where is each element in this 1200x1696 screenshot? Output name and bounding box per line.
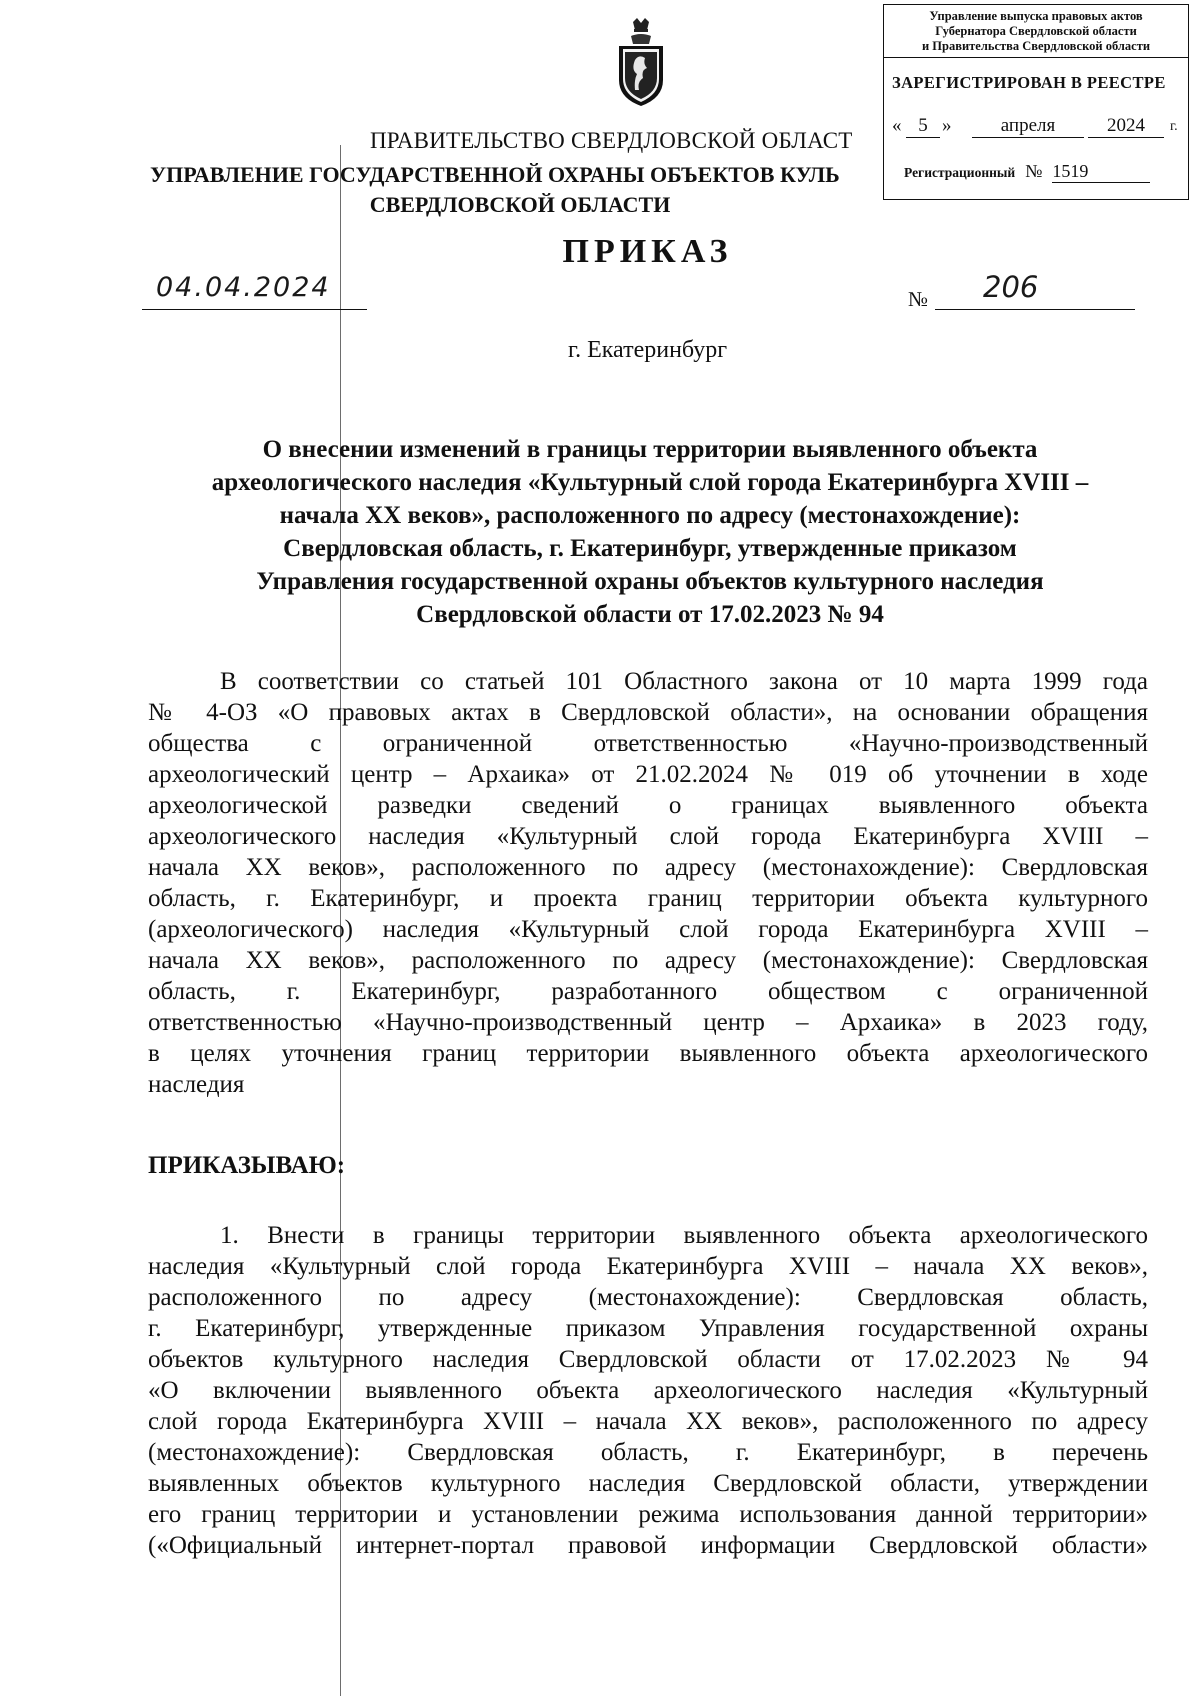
stamp-month: апреля <box>972 115 1084 138</box>
department-name <box>120 160 880 220</box>
city: г. Екатеринбург <box>567 337 728 363</box>
order-item-1: 1. Внести в границы территории выявленного объекта археологического наследия «Культурный слой города Екатеринбурга XVIII – начала XX веков», расположенного по адресу (местонахождение): Свердловская область, г. Екатеринбург, утвержденные приказом Управления государственной охраны объектов культурного наследия Свердловской области от 17.02.2023 № 94 «О включении выявленного объекта археологического наследия «Культурный слой города Екатеринбурга XVIII – начала XX веков», расположенного по адресу (местонахождение): Свердловская область, г. Екатеринбург, в перечень выявленных объектов культурного наследия Свердловской области, утверждении его границ территории и установлении режима использования данной территории» («Официальный интернет-портал правовой информации Свердловской области» <box>148 1222 1148 1559</box>
order-directive: ПРИКАЗЫВАЮ: <box>148 1152 346 1179</box>
stamp-registered-label: ЗАРЕГИСТРИРОВАН В РЕЕСТРЕ <box>892 73 1166 92</box>
stamp-reg-number: Регистрационный № 1519 <box>904 161 1150 183</box>
number-sign: № <box>908 287 929 311</box>
stamp-year: 2024 <box>1088 115 1164 138</box>
order-number: 206 <box>935 270 1135 310</box>
registration-stamp: Управление выпуска правовых актов Губернатора Свердловской области и Правительства Свердловской области ЗАРЕГИСТРИРОВАН В РЕЕСТРЕ « 5 » апреля 2024 г. Регистрационный № 1519 <box>883 4 1189 200</box>
department-line-1: УПРАВЛЕНИЕ ГОСУДАРСТВЕННОЙ ОХРАНЫ ОБЪЕКТОВ КУЛЬ <box>150 162 840 187</box>
order-date: 04.04.2024 <box>142 272 367 310</box>
coat-of-arms-icon <box>615 18 667 108</box>
department-line-2: СВЕРДЛОВСКОЙ ОБЛАСТИ <box>369 192 671 217</box>
stamp-day: 5 <box>906 115 940 138</box>
document-type: ПРИКАЗ <box>562 233 733 270</box>
order-subject: О внесении изменений в границы территории выявленного объекта археологического наследия «Культурный слой города Екатеринбурга XVIII – начала XX веков», расположенного по адресу (местонахождение): Свердловская область, г. Екатеринбург, утвержденные приказом Управления государственной охраны объектов культурного наследия Свердловской области от 17.02.2023 № 94 <box>211 436 1089 628</box>
government-name: ПРАВИТЕЛЬСТВО СВЕРДЛОВСКОЙ ОБЛАСТ <box>370 128 853 153</box>
stamp-authority: Управление выпуска правовых актов Губернатора Свердловской области и Правительства Свердловской области <box>884 5 1188 58</box>
stamp-reg-number-value: 1519 <box>1052 161 1150 183</box>
preamble-paragraph: В соответствии со статьей 101 Областного закона от 10 марта 1999 года № 4-ОЗ «О правовых актах в Свердловской области», на основании обращения общества с ограниченной ответственностью «Научно-производственный археологический центр – Архаика» от 21.02.2024 № 019 об уточнении в ходе археологической разведки сведений о границах выявленного объекта археологического наследия «Культурный слой города Екатеринбурга XVIII – начала XX веков», расположенного по адресу (местонахождение): Свердловская область, г. Екатеринбург, и проекта границ территории объекта культурного (археологического) наследия «Культурный слой города Екатеринбурга XVIII – начала XX веков», расположенного по адресу (местонахождение): Свердловская область, г. Екатеринбург, разработанного обществом с ограниченной ответственностью «Научно-производственный центр – Архаика» в 2023 году, в целях уточнения границ территории выявленного объекта археологического наследия <box>148 668 1148 1098</box>
